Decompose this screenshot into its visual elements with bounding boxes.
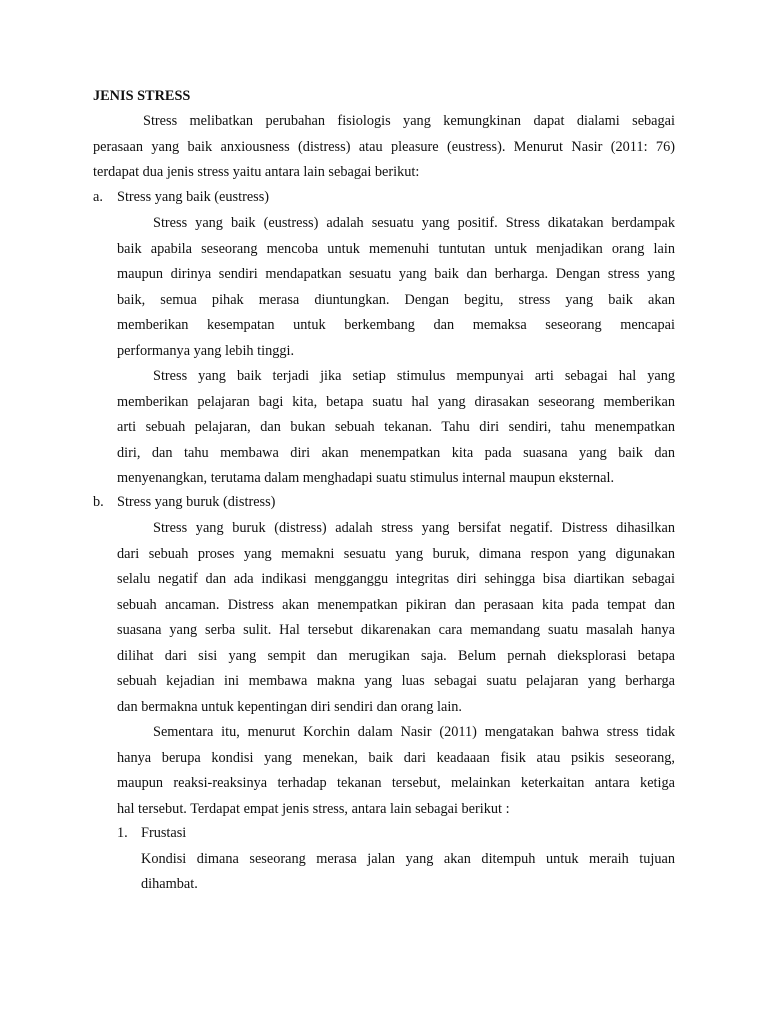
paragraph-line: Stress yang baik terjadi jika setiap stimulus mempunyai arti sebagai hal yang xyxy=(153,368,675,384)
paragraph-line: dihambat. xyxy=(141,876,198,892)
list-marker-1: 1. xyxy=(117,825,128,841)
paragraph-line: hal tersebut. Terdapat empat jenis stress, antara lain sebagai berikut : xyxy=(117,801,510,817)
subheading-eustress: Stress yang baik (eustress) xyxy=(117,189,270,205)
list-marker-a: a. xyxy=(93,189,103,205)
intro-line: terdapat dua jenis stress yaitu antara lain sebagai berikut: xyxy=(93,164,420,180)
paragraph-line: Kondisi dimana seseorang merasa jalan yang akan ditempuh untuk meraih tujuan xyxy=(141,851,675,867)
paragraph-line: baik apabila seseorang mencoba untuk memenuhi tuntutan untuk menjadikan orang lain xyxy=(117,241,675,257)
paragraph-line: Stress yang buruk (distress) adalah stress yang bersifat negatif. Distress dihasilkan xyxy=(153,520,675,536)
intro-line: perasaan yang baik anxiousness (distress) atau pleasure (eustress). Menurut Nasir (2011: 76) xyxy=(93,139,675,155)
paragraph-line: dan bermakna untuk kepentingan diri sendiri dan orang lain. xyxy=(117,699,463,715)
intro-line: Stress melibatkan perubahan fisiologis yang kemungkinan dapat dialami sebagai xyxy=(143,113,675,129)
subheading-distress: Stress yang buruk (distress) xyxy=(117,494,276,510)
paragraph-line: menyenangkan, terutama dalam menghadapi suatu stimulus internal maupun eksternal. xyxy=(117,470,615,486)
paragraph-line: sebuah kejadian ini membawa makna yang luas sebagai suatu pelajaran yang berharga xyxy=(117,673,675,689)
paragraph-line: memberikan kesempatan untuk berkembang dan memaksa seseorang mencapai xyxy=(117,317,675,333)
paragraph-line: memberikan pelajaran bagi kita, betapa suatu hal yang dirasakan seseorang memberikan xyxy=(117,394,675,410)
paragraph-line: dilihat dari sisi yang sempit dan merugikan saja. Belum pernah dieksplorasi betapa xyxy=(117,648,675,664)
paragraph-line: maupun reaksi-reaksinya terhadap tekanan tersebut, melainkan keterkaitan antara ketiga xyxy=(117,775,675,791)
list-item-title: Frustasi xyxy=(141,825,187,841)
paragraph-line: maupun dirinya sendiri mendapatkan sesuatu yang baik dan berharga. Dengan stress yang xyxy=(117,266,675,282)
paragraph-line: baik, semua pihak merasa diuntungkan. Dengan begitu, stress yang baik akan xyxy=(117,292,675,308)
paragraph-line: sebuah ancaman. Distress akan menempatkan pikiran dan perasaan kita pada tempat dan xyxy=(117,597,675,613)
paragraph-line: hanya berupa kondisi yang menekan, baik dari keadaaan fisik atau psikis seseorang, xyxy=(117,750,675,766)
paragraph-line: Sementara itu, menurut Korchin dalam Nasir (2011) mengatakan bahwa stress tidak xyxy=(153,724,675,740)
paragraph-line: diri, dan tahu membawa diri akan menempatkan kita pada suasana yang baik dan xyxy=(117,445,675,461)
paragraph-line: selalu negatif dan ada indikasi mengganggu integritas diri sehingga bisa diartikan sebagai xyxy=(117,571,675,587)
paragraph-line: performanya yang lebih tinggi. xyxy=(117,343,295,359)
paragraph-line: Stress yang baik (eustress) adalah sesuatu yang positif. Stress dikatakan berdampak xyxy=(153,215,675,231)
list-marker-b: b. xyxy=(93,494,104,510)
section-heading: JENIS STRESS xyxy=(93,88,191,104)
paragraph-line: arti sebuah pelajaran, dan bukan sebuah tekanan. Tahu diri sendiri, tahu menempatkan xyxy=(117,419,675,435)
paragraph-line: suasana yang serba sulit. Hal tersebut dikarenakan cara memandang suatu masalah hanya xyxy=(117,622,675,638)
paragraph-line: dari sebuah proses yang memakni sesuatu yang buruk, dimana respon yang digunakan xyxy=(117,546,675,562)
